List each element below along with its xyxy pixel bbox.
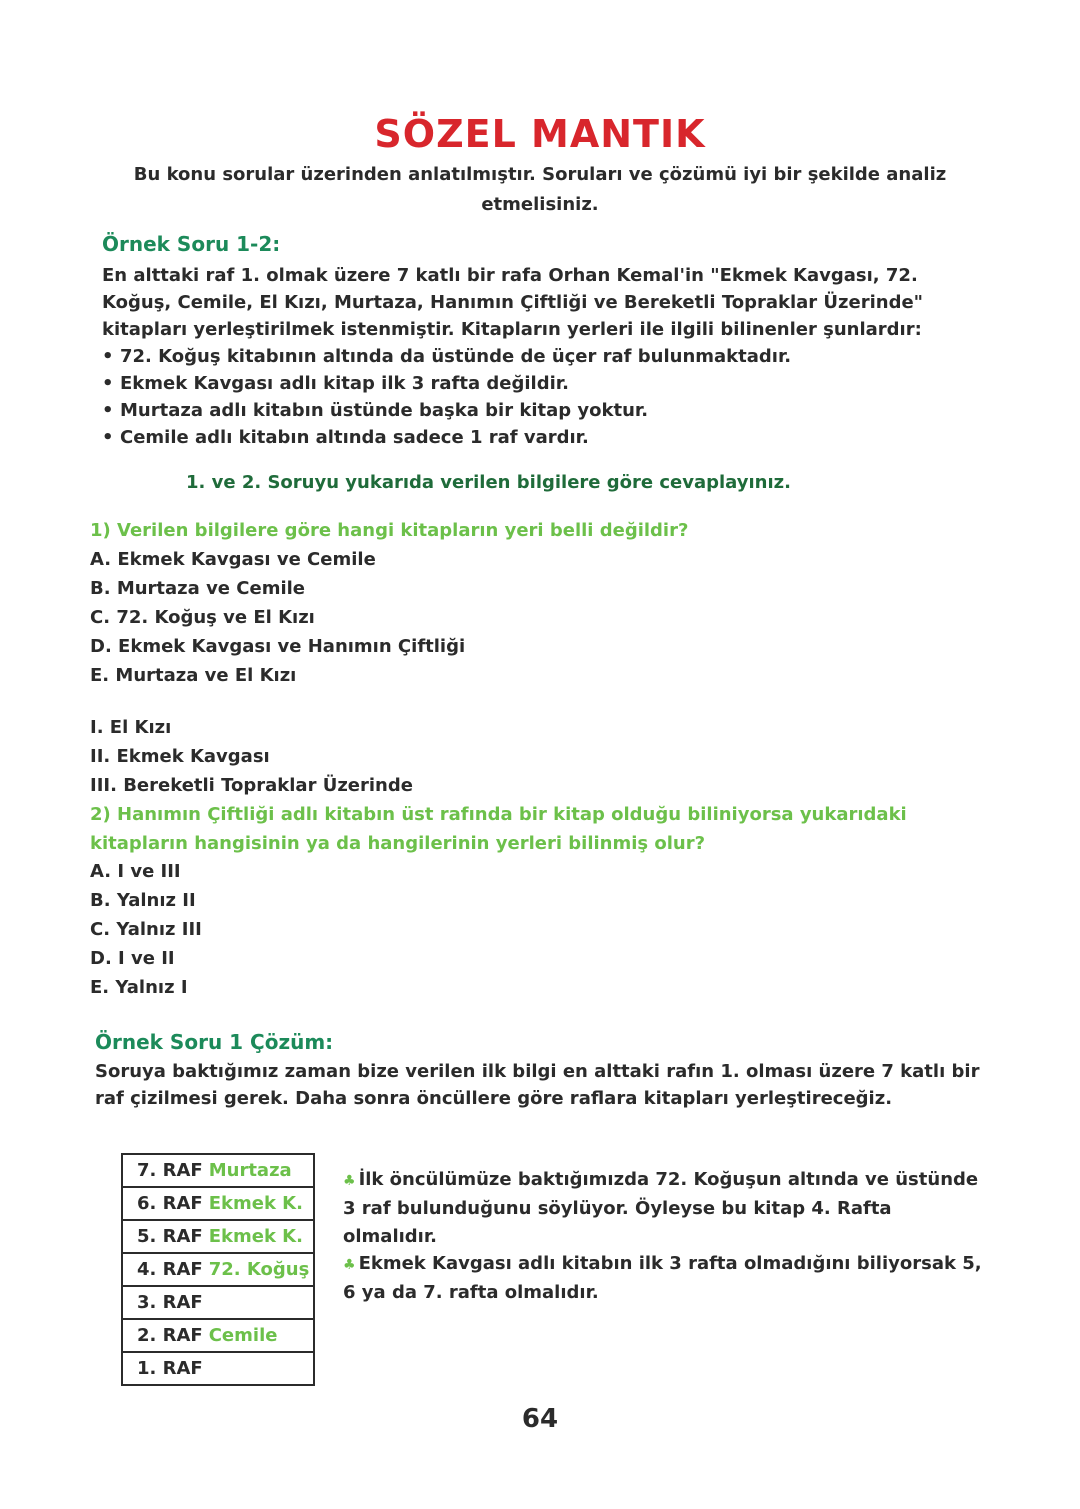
shelf-label: 7. RAF bbox=[137, 1160, 203, 1181]
shelf-table bbox=[121, 1153, 315, 1386]
shelf-row bbox=[123, 1320, 313, 1353]
page-title: SÖZEL MANTIK bbox=[374, 112, 706, 156]
statement-iii: III. Bereketli Topraklar Üzerinde bbox=[90, 775, 413, 796]
shelf-book: Murtaza bbox=[208, 1160, 292, 1181]
note-text: Ekmek Kavgası adlı kitabın ilk 3 rafta olmadığını biliyorsak 5, 6 ya da 7. rafta olmalıdır. bbox=[343, 1253, 982, 1303]
leaf-icon: ♣ bbox=[343, 1257, 356, 1273]
question-1: 1) Verilen bilgilere göre hangi kitapların yeri belli değildir? bbox=[90, 520, 689, 541]
option-b: B. Yalnız II bbox=[90, 890, 196, 911]
q2-options bbox=[90, 857, 202, 1002]
q2-statements bbox=[90, 713, 413, 800]
option-e: E. Yalnız I bbox=[90, 977, 188, 998]
example-heading: Örnek Soru 1-2: bbox=[102, 232, 281, 256]
bullet-item: • Cemile adlı kitabın altında sadece 1 raf vardır. bbox=[102, 424, 982, 451]
shelf-label: 5. RAF bbox=[137, 1226, 203, 1247]
shelf-label: 1. RAF bbox=[137, 1358, 203, 1379]
shelf-label: 6. RAF bbox=[137, 1193, 203, 1214]
shelf-book: Cemile bbox=[208, 1325, 278, 1346]
solution-note-2 bbox=[343, 1250, 983, 1307]
shelf-row bbox=[123, 1254, 313, 1287]
example-bullets bbox=[102, 343, 982, 451]
statement-ii: II. Ekmek Kavgası bbox=[90, 746, 270, 767]
shelf-row bbox=[123, 1188, 313, 1221]
bullet-item: • Ekmek Kavgası adlı kitap ilk 3 rafta değildir. bbox=[102, 370, 982, 397]
shelf-label: 2. RAF bbox=[137, 1325, 203, 1346]
question-2: 2) Hanımın Çiftliği adlı kitabın üst rafında bir kitap olduğu biliniyorsa yukarıdaki kitapların hangisinin ya da hangilerinin yerleri bilinmiş olur? bbox=[90, 804, 907, 854]
q1-options bbox=[90, 545, 465, 690]
option-b: B. Murtaza ve Cemile bbox=[90, 578, 305, 599]
shelf-row bbox=[123, 1353, 313, 1384]
option-a: A. Ekmek Kavgası ve Cemile bbox=[90, 549, 376, 570]
page-number: 64 bbox=[521, 1404, 559, 1434]
shelf-row bbox=[123, 1221, 313, 1254]
bullet-item: • Murtaza adlı kitabın üstünde başka bir kitap yoktur. bbox=[102, 397, 982, 424]
intro-text: Bu konu sorular üzerinden anlatılmıştır. Soruları ve çözümü iyi bir şekilde analiz etmelisiniz. bbox=[133, 164, 947, 215]
leaf-icon: ♣ bbox=[343, 1173, 356, 1189]
instruction-text: 1. ve 2. Soruyu yukarıda verilen bilgilere göre cevaplayınız. bbox=[186, 472, 791, 493]
note-text: İlk öncülümüze baktığımızda 72. Koğuşun altında ve üstünde 3 raf bulunduğunu söylüyor. Öyleyse bu kitap 4. Rafta olmalıdır. bbox=[343, 1169, 979, 1247]
option-e: E. Murtaza ve El Kızı bbox=[90, 665, 297, 686]
option-c: C. Yalnız III bbox=[90, 919, 202, 940]
solution-note-1 bbox=[343, 1166, 983, 1251]
shelf-book: Ekmek K. bbox=[208, 1193, 303, 1214]
shelf-label: 3. RAF bbox=[137, 1292, 203, 1313]
option-d: D. I ve II bbox=[90, 948, 175, 969]
shelf-label: 4. RAF bbox=[137, 1259, 203, 1280]
shelf-row bbox=[123, 1155, 313, 1188]
solution-paragraph: Soruya baktığımız zaman bize verilen ilk bilgi en alttaki rafın 1. olması üzere 7 katlı bir raf çizilmesi gerek. Daha sonra öncüllere göre raflara kitapları yerleştireceğiz. bbox=[95, 1061, 980, 1109]
shelf-book: 72. Koğuş bbox=[208, 1259, 310, 1280]
option-a: A. I ve III bbox=[90, 861, 181, 882]
shelf-book: Ekmek K. bbox=[208, 1226, 303, 1247]
shelf-row bbox=[123, 1287, 313, 1320]
statement-i: I. El Kızı bbox=[90, 717, 172, 738]
example-paragraph: En alttaki raf 1. olmak üzere 7 katlı bir rafa Orhan Kemal'in "Ekmek Kavgası, 72. Koğuş, Cemile, El Kızı, Murtaza, Hanımın Çiftliği ve Bereketli Topraklar Üzerinde" kitapları yerleştirilmek istenmiştir. Kitapların yerleri ile ilgili bilinenler şunlardır: bbox=[102, 265, 924, 340]
bullet-item: • 72. Koğuş kitabının altında da üstünde de üçer raf bulunmaktadır. bbox=[102, 343, 982, 370]
option-d: D. Ekmek Kavgası ve Hanımın Çiftliği bbox=[90, 636, 466, 657]
option-c: C. 72. Koğuş ve El Kızı bbox=[90, 607, 315, 628]
solution-heading: Örnek Soru 1 Çözüm: bbox=[95, 1030, 334, 1054]
